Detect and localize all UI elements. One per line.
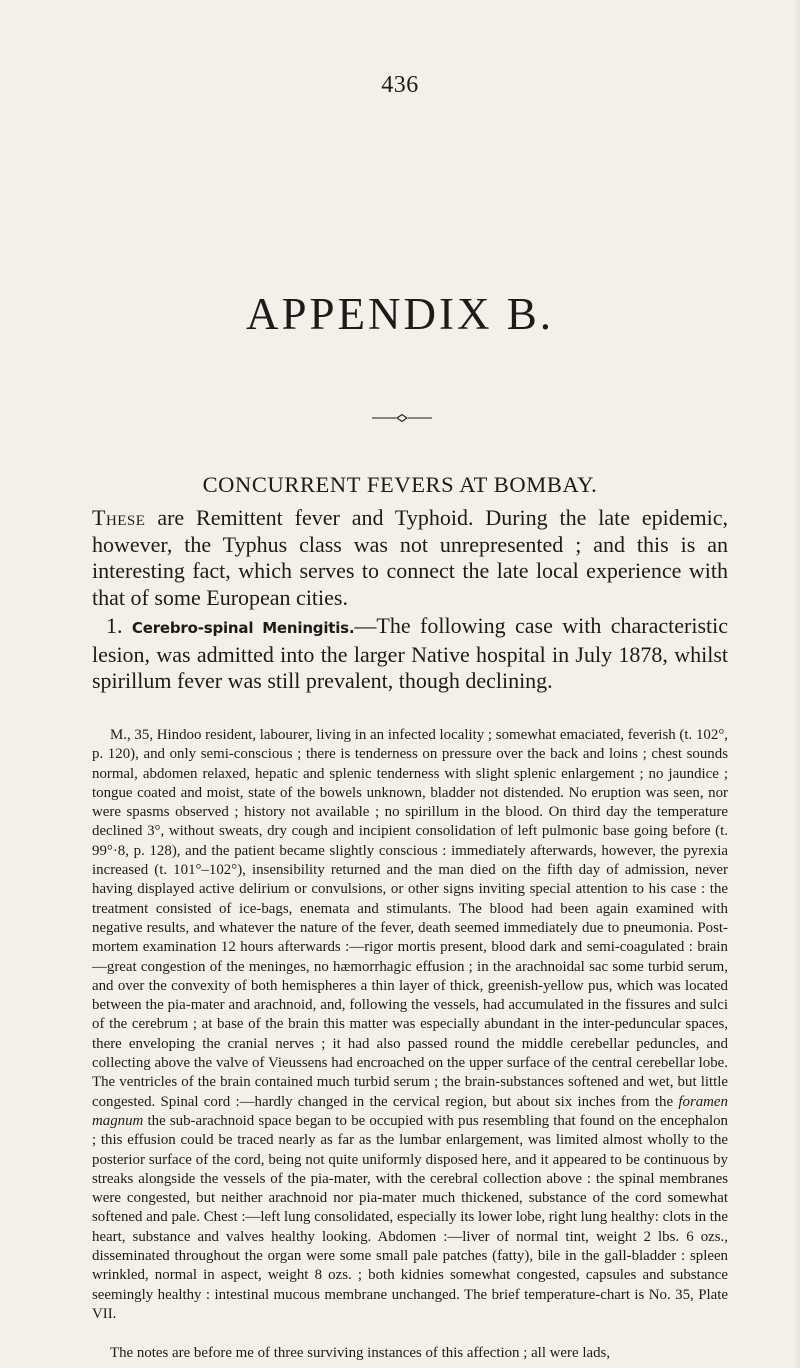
- page-number: 436: [381, 72, 419, 98]
- intro-text: are Remittent fever and Typhoid. During the late epidemic, however, the Typhus class was not unrepresented ; and this is an interesting fact, which serves to connect the late local experience with that of some European cities.: [92, 505, 728, 610]
- case-report-italic-term: foramen magnum: [92, 1093, 728, 1129]
- intro-lead-word: These: [92, 505, 146, 530]
- divider-ornament: [372, 413, 432, 423]
- case-intro-paragraph: [92, 613, 728, 695]
- page-edge-shadow: [794, 0, 800, 1368]
- case-intro-text: —The following case with characteristic lesion, was admitted into the larger Native hospital in July 1878, whilst spirillum fever was still prevalent, though declining.: [92, 613, 728, 693]
- appendix-title: APPENDIX B.: [245, 289, 555, 339]
- case-report-text-1: M., 35, Hindoo resident, labourer, living in an infected locality ; somewhat emaciated, feverish (t. 102°, p. 120), and only semi-conscious ; there is tenderness on pressure over the back and loins ; chest sounds normal, abdomen relaxed, hepatic and splenic tenderness with slight splenic enlargement ; no jaundice ; tongue coated and moist, state of the bowels unknown, bladder not distended. No eruption was seen, nor were spasms observed ; history not available ; no spirillum in the blood. On third day the temperature declined 3°, without sweats, dry cough and incipient consolidation of left pulmonic base going before (t. 99°·8, p. 128), and the patient became slightly conscious : immediately afterwards, however, the pyrexia increased (t. 101°–102°), insensibility returned and the man died on the fifth day of admission, never having displayed active delirium or convulsions, or other signs inviting special attention to his case : the treatment consisted of ice-bags, enemata and stimulants. The blood had been again examined with negative results, and whatever the nature of the fever, death seemed immediately due to pneumonia. Post-mortem examination 12 hours afterwards :—rigor mortis present, blood dark and semi-coagulated : brain—great congestion of the meninges, no hæmorrhagic effusion ; in the arachnoidal sac some turbid serum, and over the convexity of both hemispheres a thin layer of thick, greenish-yellow pus, which was located between the pia-mater and arachnoid, and, following the vessels, had accumulated in the fissures and sulci of the cerebrum ; at base of the brain this matter was especially abundant in the inter-peduncular spaces, there enveloping the cranial nerves ; it had also passed round the middle cerebellar peduncles, and collecting above the valve of Vieussens had encroached on the upper surface of the central cerebellar lobe. The ventricles of the brain contained much turbid serum ; the brain-substances softened and wet, but little congested. Spinal cord :—hardly changed in the cervical region, but about six inches from the: [92, 727, 728, 1110]
- case-report-text-2: the sub-arachnoid space began to be occupied with pus resembling that found on the encephalon ; this effusion could be traced nearly as far as the lumbar enlargement, was limited almost wholly to the posterior surface of the cord, being not quite uniformly disposed here, and it appeared to be continuous by streaks alongside the vessels of the pia-mater, with the cerebral collection above : the spinal membranes were congested, but neither arachnoid nor pia-mater much thickened, substance of the cord somewhat softened and pale. Chest :—left lung consolidated, especially its lower lobe, right lung healthy: clots in the heart, substance and valves healthy looking. Abdomen :—liver of normal tint, weight 2 lbs. 6 ozs., disseminated throughout the organ were some small pale patches (fatty), bile in the gall-bladder : spleen wrinkled, normal in aspect, weight 8 ozs. ; both kidnies somewhat congested, capsules and substance seemingly healthy : intestinal mucous membrane unchanged. The brief temperature-chart is No. 35, Plate VII.: [92, 1112, 728, 1322]
- case-number: 1.: [106, 613, 123, 638]
- intro-paragraph: [92, 505, 728, 611]
- closing-line: The notes are before me of three surviving instances of this affection ; all were lads,: [110, 1345, 611, 1361]
- section-heading: CONCURRENT FEVERS AT BOMBAY.: [202, 472, 598, 497]
- case-report-paragraph: [92, 726, 728, 1324]
- case-heading: Cerebro-spinal Meningitis.: [131, 619, 355, 637]
